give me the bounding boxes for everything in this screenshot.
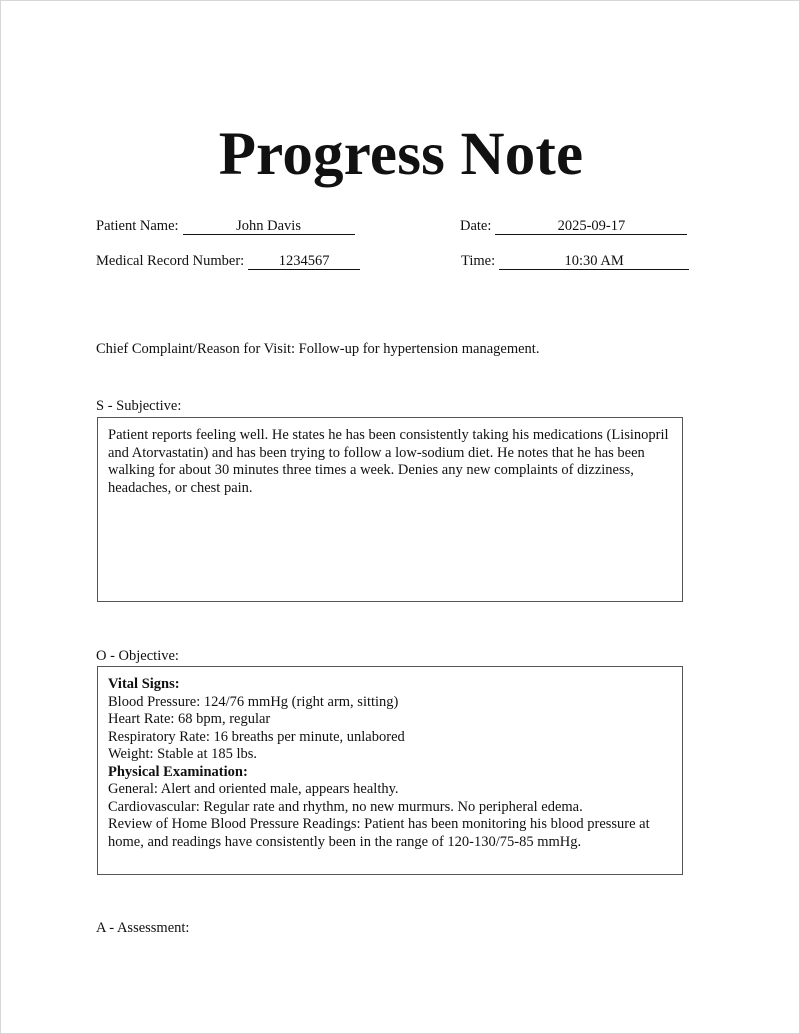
respiratory-rate: Respiratory Rate: 16 breaths per minute, unlabored	[108, 728, 405, 745]
date-label: Date:	[460, 218, 492, 234]
home-bp-review: Review of Home Blood Pressure Readings: Patient has been monitoring his blood pressure at home, and readings have consistently been in the range of 120-130/75-85 mmHg.	[108, 816, 650, 850]
time-field	[461, 252, 689, 270]
subjective-heading: S - Subjective:	[96, 398, 182, 414]
general-exam: General: Alert and oriented male, appears healthy.	[108, 781, 399, 797]
assessment-heading: A - Assessment:	[96, 920, 190, 936]
medical-record-number-value: 1234567	[248, 252, 360, 270]
subjective-text: Patient reports feeling well. He states he has been consistently taking his medications (Lisinopril and Atorvastatin) and has been trying to follow a low-sodium diet. He notes that he has been walking for about 30 minutes three times a week. Denies any new complaints of dizziness, headaches, or chest pain.	[108, 427, 669, 496]
medical-record-number-label: Medical Record Number:	[96, 253, 245, 269]
vital-signs-heading: Vital Signs:	[108, 676, 180, 692]
time-value: 10:30 AM	[499, 252, 689, 270]
patient-name-value: John Davis	[183, 217, 355, 235]
page-title: Progress Note	[218, 121, 584, 188]
physical-exam-heading: Physical Examination:	[108, 763, 248, 780]
chief-complaint: Chief Complaint/Reason for Visit: Follow-up for hypertension management.	[96, 341, 540, 357]
cardiovascular-exam: Cardiovascular: Regular rate and rhythm, no new murmurs. No peripheral edema.	[108, 798, 583, 815]
date-value: 2025-09-17	[495, 217, 687, 235]
patient-name-field	[96, 217, 355, 235]
blood-pressure: Blood Pressure: 124/76 mmHg (right arm, sitting)	[108, 693, 399, 710]
patient-name-label: Patient Name:	[96, 218, 179, 234]
heart-rate: Heart Rate: 68 bpm, regular	[108, 711, 271, 727]
objective-text-box	[97, 666, 683, 875]
objective-heading: O - Objective:	[96, 648, 179, 664]
subjective-text-box	[97, 417, 683, 602]
date-field	[460, 217, 687, 235]
time-label: Time:	[461, 253, 496, 269]
medical-record-number-field	[96, 252, 360, 270]
weight: Weight: Stable at 185 lbs.	[108, 746, 258, 762]
